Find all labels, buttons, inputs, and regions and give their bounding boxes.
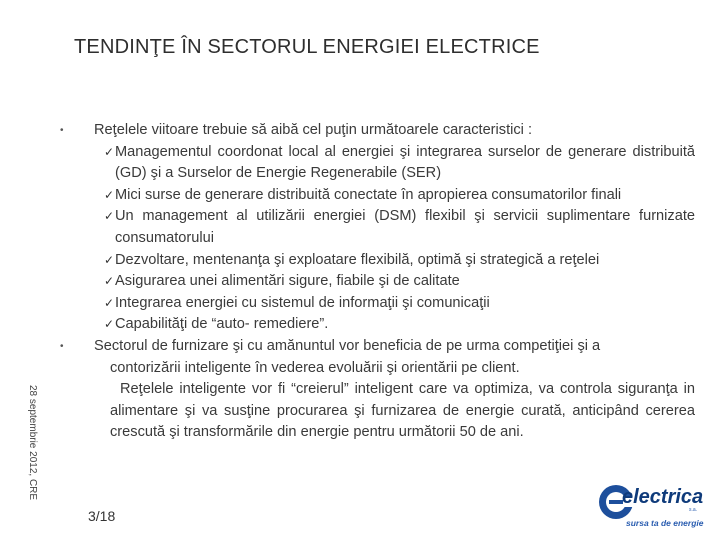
check-item: ✓Capabilităţi de “auto- remediere”. — [60, 314, 695, 336]
check-item: ✓Dezvoltare, mentenanţa şi exploatare flexibilă, optimă şi strategică a reţelei — [60, 250, 695, 272]
side-date-label: 28 septembrie 2012, CRE — [27, 385, 38, 501]
checkmark-icon: ✓ — [104, 187, 115, 202]
bullet-2-line1: Sectorul de furnizare şi cu amănuntul vor beneficia de pe urma competiţiei şi a — [94, 337, 601, 354]
check-item: ✓Mici surse de generare distribuită conectate în apropierea consumatorilor finali — [60, 185, 695, 207]
check-item: ✓Un management al utilizării energiei (DSM) flexibil şi servicii suplimentare furnizate consumatorului — [104, 208, 695, 246]
check-item: ✓Asigurarea unei alimentări sigure, fiabile şi de calitate — [60, 271, 695, 293]
slide-title: TENDINŢE ÎN SECTORUL ENERGIEI ELECTRICE — [74, 36, 540, 58]
bullet-marker: • — [60, 125, 64, 136]
check-item: ✓Integrarea energiei cu sistemul de informaţii şi comunicaţii — [60, 293, 695, 315]
slide-content — [60, 120, 695, 444]
logo-wordmark: electrica — [622, 486, 704, 508]
checkmark-icon: ✓ — [104, 274, 115, 289]
bullet-marker: • — [60, 340, 64, 352]
checkmark-icon: ✓ — [104, 252, 115, 267]
checkmark-icon: ✓ — [104, 317, 115, 332]
bullet-1 — [60, 120, 695, 142]
checkmark-icon: ✓ — [104, 209, 115, 224]
bullet-1-intro: Reţelele viitoare trebuie să aibă cel puţin următoarele caracteristici : — [94, 122, 533, 138]
bullet-2 — [60, 336, 695, 358]
electrica-logo — [596, 478, 714, 530]
bullet-2-paragraph: Reţelele inteligente vor fi “creierul” inteligent care va optimiza, va controla siguranţa in alimentare şi va susţine procurarea şi furnizarea de energie curată, anticipând cererea crescută şi transformările din energie pentru următorii 50 de ani. — [110, 381, 695, 441]
bullet-2-line2: contorizării inteligente în vederea evoluării şi orientării pe client. — [110, 359, 520, 376]
logo-tagline: sursa ta de energie — [626, 518, 704, 528]
checkmark-icon: ✓ — [104, 295, 115, 310]
check-item: ✓Managementul coordonat local al energiei şi integrarea surselor de generare distribuită (GD) şi a Surselor de Energie Regenerabile (SER) — [104, 143, 695, 182]
checkmark-icon: ✓ — [104, 144, 115, 159]
page-number: 3/18 — [88, 508, 116, 524]
logo-suffix: s.a. — [689, 507, 698, 513]
